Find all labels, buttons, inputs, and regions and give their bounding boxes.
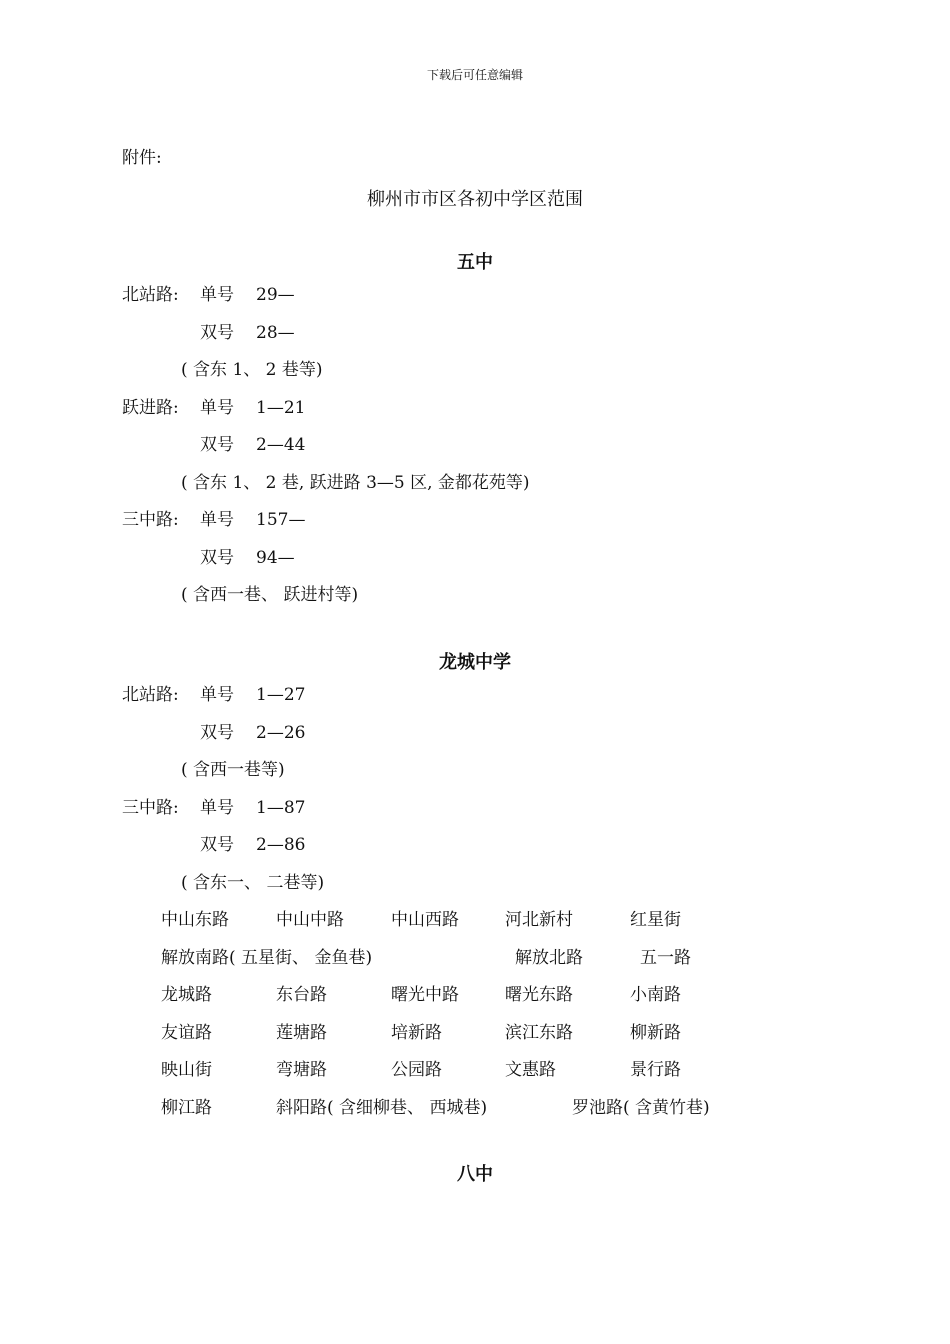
number-range: 1—21 (256, 398, 306, 418)
road-name: 文惠路 (505, 1060, 556, 1080)
road-prefix: 三中路: (122, 798, 179, 818)
number-label: 双号 (200, 548, 234, 568)
road-name: 小南路 (630, 985, 681, 1005)
road-name: 罗池路( 含黄竹巷) (572, 1098, 710, 1118)
road-name: 中山中路 (276, 910, 344, 930)
scope-note: ( 含东 1、 2 巷, 跃进路 3—5 区, 金都花苑等) (181, 473, 530, 493)
road-prefix: 三中路: (122, 510, 179, 530)
number-label: 单号 (200, 285, 234, 305)
road-name: 红星街 (630, 910, 681, 930)
road-name: 中山西路 (391, 910, 459, 930)
road-name: 莲塘路 (276, 1023, 327, 1043)
road-name: 滨江东路 (505, 1023, 573, 1043)
number-label: 双号 (200, 435, 234, 455)
number-range: 2—86 (256, 835, 306, 855)
road-name: 映山街 (161, 1060, 212, 1080)
road-name: 中山东路 (161, 910, 229, 930)
road-name: 柳新路 (630, 1023, 681, 1043)
number-range: 94— (256, 548, 295, 568)
road-name: 柳江路 (161, 1098, 212, 1118)
road-name: 东台路 (276, 985, 327, 1005)
number-range: 2—26 (256, 723, 306, 743)
road-name: 河北新村 (505, 910, 573, 930)
road-name: 曙光东路 (505, 985, 573, 1005)
page-header-note: 下载后可任意编辑 (426, 68, 523, 82)
scope-note: ( 含东一、 二巷等) (181, 873, 325, 893)
road-name: 曙光中路 (391, 985, 459, 1005)
number-range: 28— (256, 323, 295, 343)
road-name: 培新路 (391, 1023, 442, 1043)
road-name: 公园路 (391, 1060, 442, 1080)
road-name: 龙城路 (161, 985, 212, 1005)
number-range: 2—44 (256, 435, 306, 455)
number-label: 双号 (200, 323, 234, 343)
attachment-label: 附件: (122, 148, 162, 168)
scope-note: ( 含西一巷、 跃进村等) (181, 585, 359, 605)
section-heading-bazhong: 八中 (457, 1164, 493, 1185)
road-name: 弯塘路 (276, 1060, 327, 1080)
number-label: 单号 (200, 685, 234, 705)
scope-note: ( 含东 1、 2 巷等) (181, 360, 323, 380)
document-title: 柳州市市区各初中学区范围 (367, 189, 583, 210)
section-heading-wuzhong: 五中 (457, 252, 493, 273)
number-range: 1—27 (256, 685, 306, 705)
road-name: 解放南路( 五星街、 金鱼巷) (161, 948, 373, 968)
number-label: 单号 (200, 798, 234, 818)
road-prefix: 跃进路: (122, 398, 179, 418)
scope-note: ( 含西一巷等) (181, 760, 285, 780)
road-name: 斜阳路( 含细柳巷、 西城巷) (276, 1098, 488, 1118)
number-label: 单号 (200, 510, 234, 530)
road-name: 友谊路 (161, 1023, 212, 1043)
number-label: 双号 (200, 835, 234, 855)
road-prefix: 北站路: (122, 285, 179, 305)
number-range: 157— (256, 510, 306, 530)
road-prefix: 北站路: (122, 685, 179, 705)
section-heading-longcheng: 龙城中学 (439, 652, 511, 673)
road-name: 五一路 (640, 948, 691, 968)
number-label: 双号 (200, 723, 234, 743)
number-range: 29— (256, 285, 295, 305)
number-label: 单号 (200, 398, 234, 418)
road-name: 解放北路 (515, 948, 583, 968)
road-name: 景行路 (630, 1060, 681, 1080)
number-range: 1—87 (256, 798, 306, 818)
